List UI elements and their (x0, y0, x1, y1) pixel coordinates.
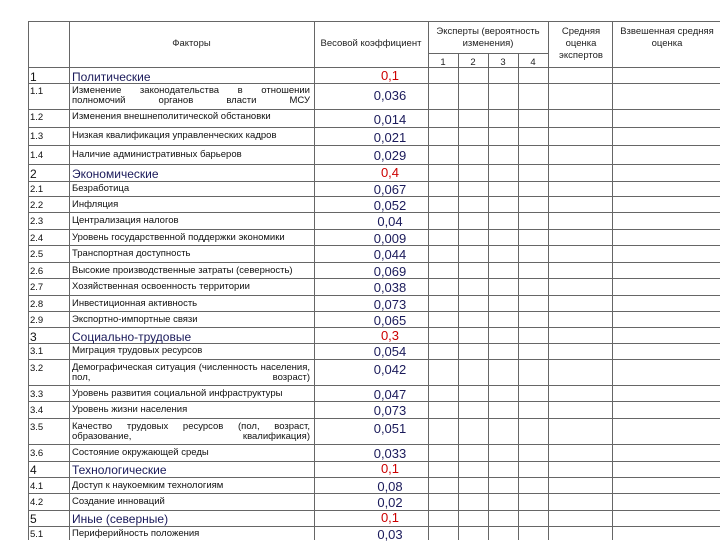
row-number: 2.8 (30, 299, 44, 310)
section-title: Экономические (72, 167, 159, 181)
row-number: 3.1 (30, 346, 44, 357)
section-weight: 0,1 (380, 68, 400, 83)
row-weight: 0,073 (373, 297, 407, 312)
row-factor: Безработица (72, 183, 130, 194)
row-number: 2.7 (30, 282, 44, 293)
row-weight: 0,067 (373, 182, 407, 197)
row-factor: Централизация налогов (72, 215, 179, 226)
grid-line (314, 21, 315, 540)
section-number: 3 (30, 330, 37, 344)
grid-line (28, 21, 29, 540)
row-factor: Инвестиционная активность (72, 298, 198, 309)
row-number: 2.1 (30, 184, 44, 195)
row-number: 4.1 (30, 481, 44, 492)
header-avg: Средняя оценка экспертов (559, 26, 603, 61)
row-factor: Низкая квалификация управленческих кадров (72, 130, 277, 141)
row-weight: 0,073 (373, 403, 407, 418)
row-weight: 0,038 (373, 280, 407, 295)
row-factor: Транспортная доступность (72, 248, 191, 259)
header-expert-4: 4 (530, 57, 536, 68)
row-weight: 0,065 (373, 313, 407, 328)
row-factor: Качество трудовых ресурсов (пол, возраст, образование, квалификация) (72, 421, 310, 442)
row-weight: 0,044 (373, 247, 407, 262)
row-weight: 0,03 (377, 527, 403, 542)
grid-line (458, 53, 459, 540)
section-title: Политические (72, 70, 151, 84)
grid-line (28, 385, 720, 386)
row-weight: 0,029 (373, 148, 407, 163)
section-weight: 0,1 (380, 461, 400, 476)
row-weight: 0,04 (377, 214, 403, 229)
grid-line (28, 109, 720, 110)
grid-line (518, 53, 519, 540)
section-number: 5 (30, 512, 37, 526)
row-factor: Экспортно-импортные связи (72, 314, 198, 325)
row-number: 1.2 (30, 112, 44, 123)
row-number: 3.4 (30, 405, 44, 416)
grid-line (28, 477, 720, 478)
grid-line (69, 21, 70, 540)
row-weight: 0,054 (373, 344, 407, 359)
row-number: 1.4 (30, 150, 44, 161)
row-weight: 0,047 (373, 387, 407, 402)
row-factor: Периферийность положения (72, 528, 200, 539)
section-number: 2 (30, 167, 37, 181)
row-number: 1.1 (30, 86, 44, 97)
header-expert-2: 2 (470, 57, 476, 68)
row-weight: 0,052 (373, 198, 407, 213)
row-number: 1.3 (30, 131, 44, 142)
row-factor: Состояние окружающей среды (72, 447, 209, 458)
header-factors: Факторы (172, 38, 211, 49)
row-factor: Инфляция (72, 199, 119, 210)
header-weight: Весовой коэффициент (320, 38, 422, 49)
grid-line (488, 53, 489, 540)
section-title: Иные (северные) (72, 512, 169, 526)
row-factor: Создание инноваций (72, 496, 165, 507)
row-number: 3.5 (30, 422, 44, 433)
section-weight: 0,1 (380, 510, 400, 525)
row-number: 2.3 (30, 216, 44, 227)
row-factor: Хозяйственная освоенность территории (72, 281, 250, 292)
header-experts: Эксперты (вероятность изменения) (436, 26, 540, 49)
section-weight: 0,3 (380, 328, 400, 343)
row-factor: Уровень государственной поддержки экономики (72, 232, 285, 243)
row-weight: 0,021 (373, 130, 407, 145)
grid-line (548, 21, 549, 540)
row-weight: 0,02 (377, 495, 403, 510)
row-number: 3.3 (30, 389, 44, 400)
row-weight: 0,036 (373, 88, 407, 103)
section-title: Технологические (72, 463, 167, 477)
row-factor: Демографическая ситуация (численность населения, пол, возраст) (72, 362, 310, 383)
grid-line (28, 145, 720, 146)
row-weight: 0,042 (373, 362, 407, 377)
grid-line (28, 262, 720, 263)
grid-line (428, 53, 548, 54)
section-title: Социально-трудовые (72, 330, 192, 344)
section-number: 4 (30, 463, 37, 477)
section-number: 1 (30, 70, 37, 84)
header-weighted: Взвешенная средняя оценка (620, 26, 714, 49)
section-weight: 0,4 (380, 165, 400, 180)
row-number: 3.2 (30, 363, 44, 374)
grid-line (612, 21, 613, 540)
row-factor: Доступ к наукоемким технологиям (72, 480, 224, 491)
row-number: 2.2 (30, 200, 44, 211)
row-factor: Изменение законодательства в отношении полномочий органов власти МСУ (72, 85, 310, 106)
row-weight: 0,014 (373, 112, 407, 127)
row-weight: 0,069 (373, 264, 407, 279)
row-weight: 0,009 (373, 231, 407, 246)
grid-line (28, 418, 720, 419)
row-factor: Уровень жизни населения (72, 404, 188, 415)
row-number: 5.1 (30, 529, 44, 540)
row-factor: Изменения внешнеполитической обстановки (72, 111, 271, 122)
row-number: 2.4 (30, 233, 44, 244)
row-number: 2.9 (30, 315, 44, 326)
row-factor: Миграция трудовых ресурсов (72, 345, 203, 356)
row-number: 2.6 (30, 266, 44, 277)
row-factor: Уровень развития социальной инфраструктуры (72, 388, 283, 399)
grid-line (28, 444, 720, 445)
row-factor: Наличие административных барьеров (72, 149, 242, 160)
grid-line (28, 229, 720, 230)
row-weight: 0,08 (377, 479, 403, 494)
row-weight: 0,033 (373, 446, 407, 461)
row-factor: Высокие производственные затраты (северность) (72, 265, 293, 276)
row-number: 4.2 (30, 497, 44, 508)
row-number: 2.5 (30, 249, 44, 260)
grid-line (428, 21, 429, 540)
grid-line (28, 21, 720, 22)
row-weight: 0,051 (373, 421, 407, 436)
grid-line (28, 359, 720, 360)
row-number: 3.6 (30, 448, 44, 459)
grid-line (28, 127, 720, 128)
grid-line (28, 295, 720, 296)
header-expert-3: 3 (500, 57, 506, 68)
header-expert-1: 1 (440, 57, 446, 68)
